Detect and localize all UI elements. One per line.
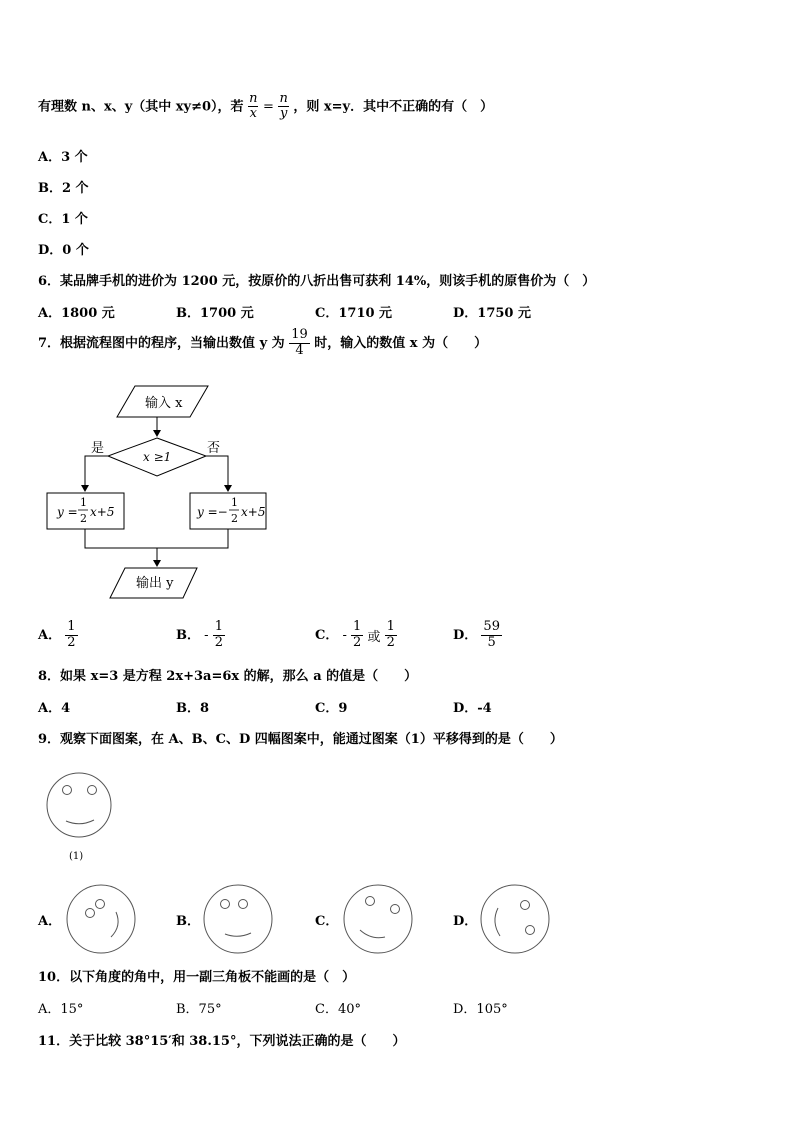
flow-right-prefix: y =− xyxy=(197,505,228,519)
flow-no-label: 否 xyxy=(207,441,221,456)
q9-option-c-label[interactable]: C． xyxy=(315,914,339,929)
q10-option-d[interactable]: D．105° xyxy=(453,1002,508,1017)
q7-option-a[interactable]: A． $\frac{1}{2}$ xyxy=(38,619,76,650)
q10-option-b[interactable]: B．75° xyxy=(176,1002,222,1017)
q9-option-b-face[interactable] xyxy=(201,882,275,956)
q5-option-d[interactable]: D．0 个 xyxy=(38,243,89,258)
q5-fraction-2: $\frac{n}{y}$ xyxy=(279,91,288,122)
q8-stem: 8．如果 x=3 是方程 2x+3a=6x 的解，那么 a 的值是（ ） xyxy=(38,669,418,684)
flow-yes-label: 是 xyxy=(91,441,105,456)
flow-condition-text: x ≥1 xyxy=(143,450,172,464)
q5-suffix: ，则 x=y．其中不正确的有（ ） xyxy=(293,99,494,115)
q6-option-a[interactable]: A．1800 元 xyxy=(38,306,115,321)
flow-left-suffix: x+5 xyxy=(90,505,115,519)
flow-left-den: 2 xyxy=(80,512,87,525)
q9-reference-face xyxy=(44,770,114,840)
flow-right-num: 1 xyxy=(231,496,238,509)
q5-option-b[interactable]: B．2 个 xyxy=(38,181,89,196)
q8-option-d[interactable]: D．-4 xyxy=(453,701,492,716)
q6-option-c[interactable]: C．1710 元 xyxy=(315,306,393,321)
q9-option-a-label[interactable]: A． xyxy=(38,914,62,929)
q7-option-b[interactable]: B． - $\frac{1}{2}$ xyxy=(176,619,223,650)
flow-input-text: 输入 x xyxy=(145,396,183,411)
q8-option-a[interactable]: A．4 xyxy=(38,701,71,716)
flow-right-den: 2 xyxy=(231,512,238,525)
q7-flowchart xyxy=(40,380,280,605)
q6-option-b[interactable]: B．1700 元 xyxy=(176,306,254,321)
q9-option-d-face[interactable] xyxy=(478,882,552,956)
q11-stem: 11．关于比较 38°15′和 38.15°，下列说法正确的是（ ） xyxy=(38,1034,406,1049)
q7-prefix: 7．根据流程图中的程序，当输出数值 y 为 xyxy=(38,335,285,351)
q6-option-d[interactable]: D．1750 元 xyxy=(453,306,531,321)
q10-stem: 10．以下角度的角中，用一副三角板不能画的是（ ） xyxy=(38,970,356,985)
q5-prefix: 有理数 n、x、y（其中 xy≠0），若 xyxy=(38,99,244,115)
flow-right-suffix: x+5 xyxy=(241,505,266,519)
q9-option-c-face[interactable] xyxy=(341,882,415,956)
q9-option-a-face[interactable] xyxy=(64,882,138,956)
q10-option-a[interactable]: A．15° xyxy=(38,1002,84,1017)
q9-stem: 9．观察下面图案，在 A、B、C、D 四幅图案中，能通过图案（1）平移得到的是（ ） xyxy=(38,732,563,747)
q7-option-d[interactable]: D． $\frac{59}{5}$ xyxy=(453,619,500,650)
flow-left-num: 1 xyxy=(80,496,87,509)
q9-option-d-label[interactable]: D． xyxy=(453,914,478,929)
q10-option-c[interactable]: C．40° xyxy=(315,1002,361,1017)
q7-fraction: $\frac{19}{4}$ xyxy=(291,327,308,358)
flow-output-text: 输出 y xyxy=(136,576,174,591)
q7-stem xyxy=(38,328,487,359)
q5-option-c[interactable]: C．1 个 xyxy=(38,212,88,227)
q5-option-a[interactable]: A．3 个 xyxy=(38,150,88,165)
q6-stem: 6．某品牌手机的进价为 1200 元，按原价的八折出售可获利 14%，则该手机的原售价为（ ） xyxy=(38,274,596,289)
q8-option-b[interactable]: B．8 xyxy=(176,701,210,716)
q5-fraction-1: $\frac{n}{x}$ xyxy=(249,91,258,122)
flow-left-prefix: y = xyxy=(57,505,78,519)
q5-stem xyxy=(38,92,493,122)
q8-option-c[interactable]: C．9 xyxy=(315,701,348,716)
q5-equals: = xyxy=(263,99,274,115)
q7-suffix: 时，输入的数值 x 为（ ） xyxy=(314,335,488,351)
q9-option-b-label[interactable]: B． xyxy=(176,914,200,929)
q9-figure-label: (1) xyxy=(69,851,84,862)
q7-option-c[interactable]: C． - $\frac{1}{2}$ 或 $\frac{1}{2}$ xyxy=(315,619,395,650)
